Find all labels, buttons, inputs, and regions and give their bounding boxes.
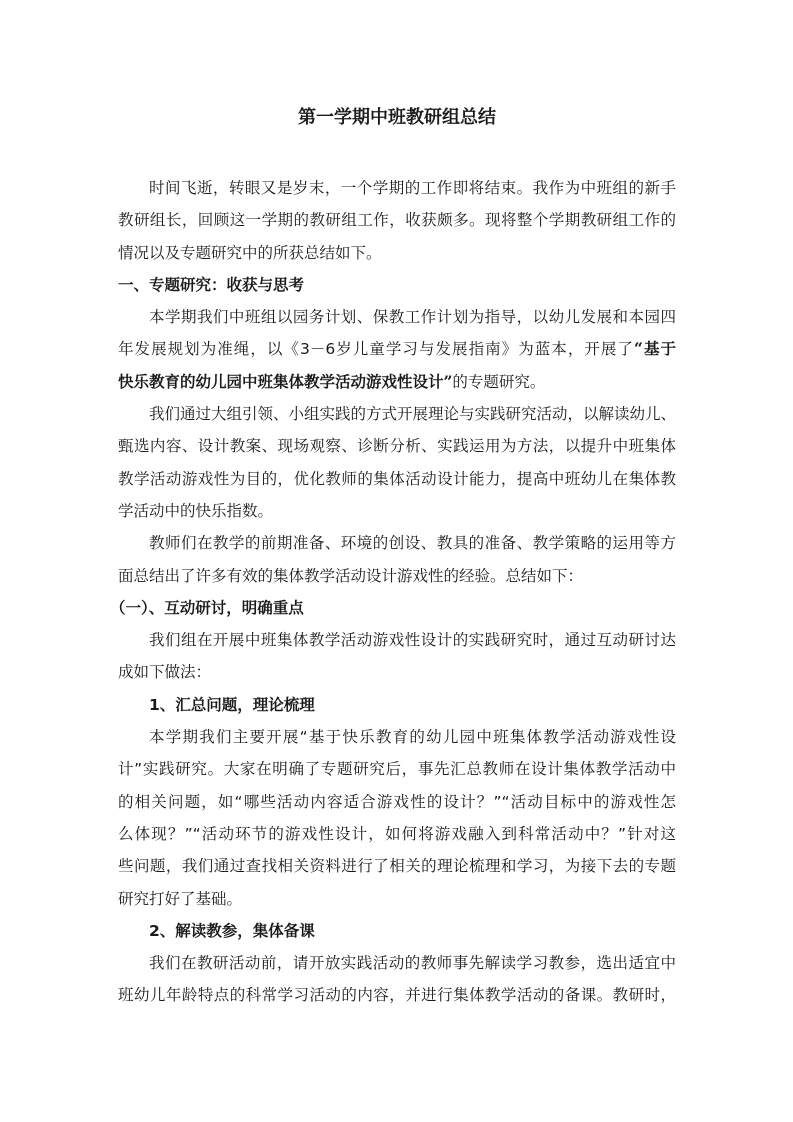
paragraph-line: 学活动中的快乐指数。: [118, 501, 274, 520]
paragraph-line: 我们在教研活动前，请开放实践活动的教师事先解读学习教参，选出适宜中: [149, 954, 676, 973]
paragraph-line: 计”实践研究。大家在明确了专题研究后，事先汇总教师在设计集体教学活动中: [118, 760, 676, 779]
paragraph-line: 情况以及专题研究中的所获总结如下。: [118, 243, 382, 262]
paragraph-text: 年发展规划为准绳，以《3－6岁儿童学习与发展指南》为蓝本，开展了: [118, 340, 634, 359]
document-title: 第一学期中班教研组总结: [298, 107, 496, 128]
item-heading: 1、汇总问题，理论梳理: [149, 695, 315, 714]
paragraph-text: 的专题研究。: [452, 372, 546, 391]
item-heading: 2、解读教参，集体备课: [149, 921, 315, 940]
paragraph-line: 的相关问题，如“哪些活动内容适合游戏性的设计？”“活动目标中的游戏性怎: [118, 792, 676, 811]
paragraph-line: 时间飞逝，转眼又是岁末，一个学期的工作即将结束。我作为中班组的新手: [149, 179, 676, 197]
project-title-text: “基于: [634, 339, 676, 359]
paragraph-line: 甄选内容、设计教案、现场观察、诊断分析、实践运用为方法，以提升中班集体: [118, 437, 676, 456]
paragraph-line: 我们组在开展中班集体教学活动游戏性设计的实践研究时，通过互动研讨达: [149, 631, 676, 650]
paragraph-line: 本学期我们中班组以园务计划、保教工作计划为指导，以幼儿发展和本园四: [149, 308, 676, 327]
paragraph-line: 成如下做法：: [118, 663, 212, 682]
paragraph-line: 班幼儿年龄特点的科常学习活动的内容，并进行集体教学活动的备课。教研时，: [118, 986, 676, 1005]
subsection-heading: （一）、互动研讨，明确重点: [110, 598, 304, 617]
paragraph-line: [118, 333, 676, 365]
paragraph-line: 教研组长，回顾这一学期的教研组工作，收获颇多。现将整个学期教研组工作的: [118, 211, 676, 230]
paragraph-line: 教师们在教学的前期准备、环境的创设、教具的准备、教学策略的运用等方: [149, 534, 676, 553]
project-title-text: 快乐教育的幼儿园中班集体教学活动游戏性设计”: [118, 371, 453, 391]
section-heading: 一、专题研究：收获与思考: [118, 275, 305, 294]
paragraph-line: [118, 366, 676, 398]
paragraph-line: 么体现？”“活动环节的游戏性设计，如何将游戏融入到科常活动中？”针对这: [118, 824, 676, 843]
paragraph-line: 我们通过大组引领、小组实践的方式开展理论与实践研究活动，以解读幼儿、: [149, 405, 677, 424]
paragraph-line: 本学期我们主要开展“基于快乐教育的幼儿园中班集体教学活动游戏性设: [149, 728, 676, 747]
paragraph-line: 教学活动游戏性为目的，优化教师的集体活动设计能力，提高中班幼儿在集体教: [118, 469, 676, 488]
paragraph-line: 研究打好了基础。: [118, 889, 243, 908]
paragraph-line: 面总结出了许多有效的集体教学活动设计游戏性的经验。总结如下：: [118, 566, 584, 585]
document-body: [110, 172, 677, 1012]
paragraph-line: 些问题，我们通过查找相关资料进行了相关的理论梳理和学习，为接下去的专题: [118, 857, 676, 876]
